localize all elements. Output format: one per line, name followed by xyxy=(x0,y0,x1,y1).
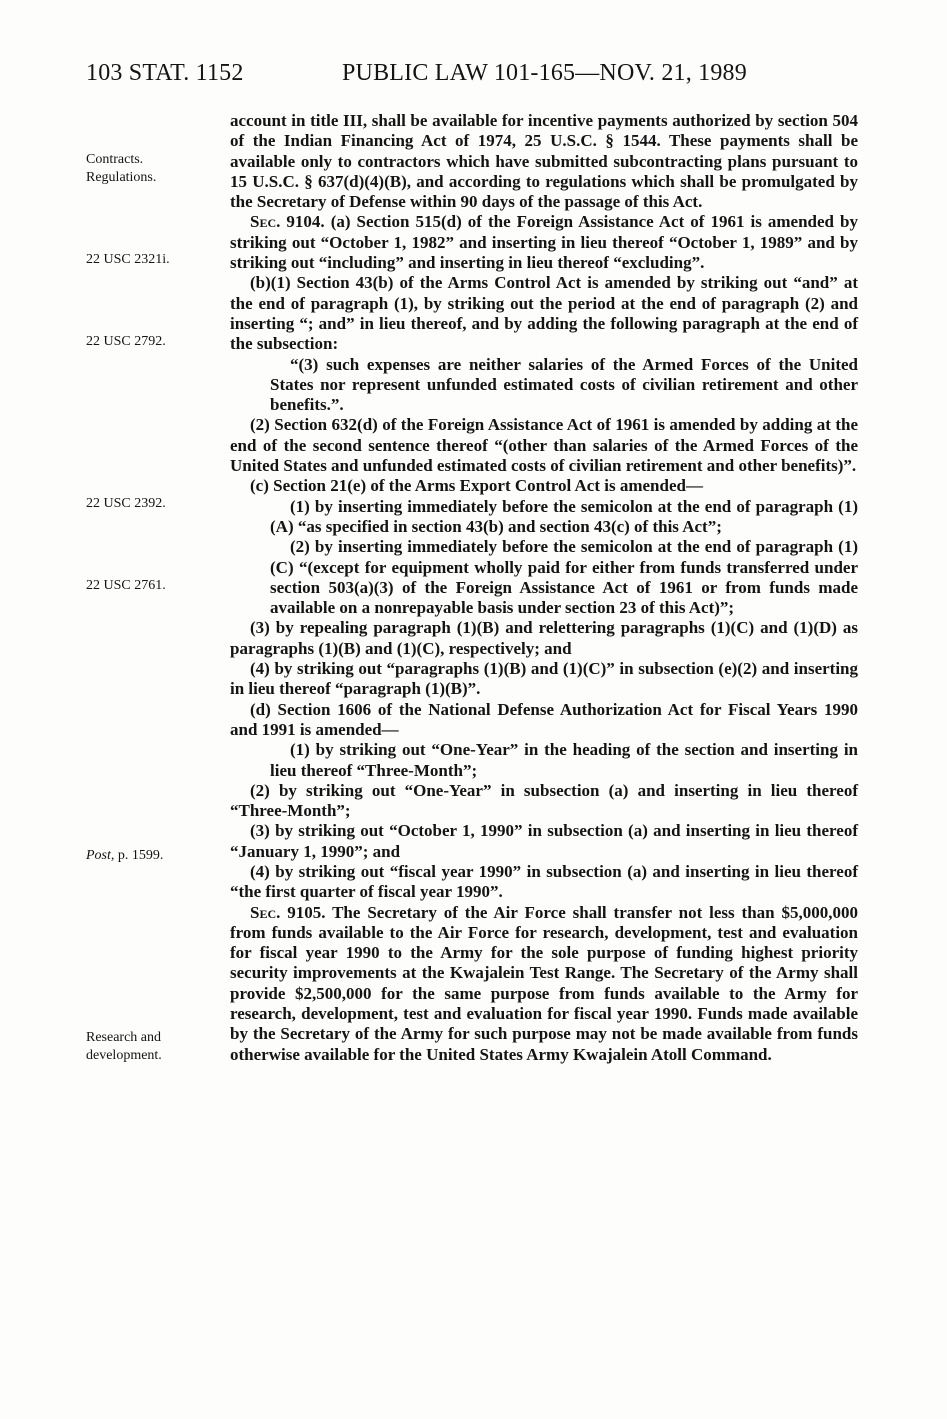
quoted-paragraph-3: “(3) such expenses are neither salaries of the Armed Forces of the United States nor represent unfunded estimated costs of civilian retirement and other benefits.”. xyxy=(270,354,858,415)
section-9104-text: 9104. (a) Section 515(d) of the Foreign Assistance Act of 1961 is amended by striking out “October 1, 1982” and inserting in lieu thereof “October 1, 1989” and by striking out “including” and inserting in lieu thereof “excluding”. xyxy=(230,212,858,273)
section-9104 xyxy=(230,212,858,273)
stat-page-number: 103 STAT. 1152 xyxy=(86,60,244,86)
margin-note-research: Research and xyxy=(86,1030,162,1045)
section-label: Sec. xyxy=(250,902,281,922)
margin-note-contracts: Contracts. xyxy=(86,152,144,167)
subsection-c2: (2) by inserting immediately before the semicolon at the end of paragraph (1)(C) “(except for equipment wholly paid for either from funds transferred under section 503(a)(3) of the Foreign Assistance Act of 1961 or from funds made available on a nonrepayable basis under section 23 of this Act)”; xyxy=(270,537,858,618)
margin-note-22-usc-2761: 22 USC 2761. xyxy=(86,578,166,593)
subsection-c4: (4) by striking out “paragraphs (1)(B) and (1)(C)” in subsection (e)(2) and inserting in lieu thereof “paragraph (1)(B)”. xyxy=(230,659,858,699)
post-italic: Post, xyxy=(86,848,115,863)
subsection-c3: (3) by repealing paragraph (1)(B) and relettering paragraphs (1)(C) and (1)(D) as paragraphs (1)(B) and (1)(C), respectively; and xyxy=(230,618,858,658)
section-9105-text: 9105. The Secretary of the Air Force shall transfer not less than $5,000,000 from funds available to the Air Force for research, development, test and evaluation for fiscal year 1990 to the Army for the sole purpose of funding highest priority security improvements at the Kwajalein Test Range. The Secretary of the Army shall provide $2,500,000 for the same purpose from funds available to the Army for research, development, test and evaluation for fiscal year 1990. Funds made available by the Secretary of the Army for such purpose may not be made available from funds otherwise available for the United States Army Kwajalein Atoll Command. xyxy=(230,902,858,1064)
subsection-b2: (2) Section 632(d) of the Foreign Assistance Act of 1961 is amended by adding at the end of the second sentence thereof “(other than salaries of the Armed Forces of the United States and unfunded estimated costs of civilian retirement and other benefits)”. xyxy=(230,415,858,476)
page-header xyxy=(86,60,876,96)
subsection-c1: (1) by inserting immediately before the semicolon at the end of paragraph (1)(A) “as specified in section 43(b) and section 43(c) of this Act”; xyxy=(270,496,858,536)
subsection-d1: (1) by striking out “One-Year” in the heading of the section and inserting in lieu thereof “Three-Month”; xyxy=(270,740,858,780)
section-9105 xyxy=(230,903,858,1065)
subsection-d4: (4) by striking out “fiscal year 1990” in subsection (a) and inserting in lieu thereof “the first quarter of fiscal year 1990”. xyxy=(230,861,858,902)
margin-note-22-usc-2321i: 22 USC 2321i. xyxy=(86,252,170,267)
subsection-d: (d) Section 1606 of the National Defense Authorization Act for Fiscal Years 1990 and 1991 is amended— xyxy=(230,699,858,739)
margin-note-post xyxy=(86,847,226,865)
subsection-b1: (b)(1) Section 43(b) of the Arms Control Act is amended by striking out “and” at the end of paragraph (1), by striking out the period at the end of paragraph (2) and inserting “; and” in lieu thereof, and by adding the following paragraph at the end of the subsection: xyxy=(230,273,858,354)
subsection-c: (c) Section 21(e) of the Arms Export Control Act is amended— xyxy=(250,476,703,496)
margin-note-regulations: Regulations. xyxy=(86,170,157,185)
paragraph-incentive-payments: account in title III, shall be available for incentive payments authorized by section 504 of the Indian Financing Act of 1974, 25 U.S.C. § 1544. These payments shall be available only to contractors which have submitted subcontracting plans pursuant to 15 U.S.C. § 637(d)(4)(B), and according to regulations which shall be promulgated by the Secretary of Defense within 90 days of the passage of this Act. xyxy=(230,111,858,212)
subsection-d3: (3) by striking out “October 1, 1990” in subsection (a) and inserting in lieu thereof “January 1, 1990”; and xyxy=(230,821,858,861)
post-page: p. 1599. xyxy=(114,848,164,863)
public-law-title: PUBLIC LAW 101-165—NOV. 21, 1989 xyxy=(342,60,747,86)
section-label: Sec. xyxy=(250,212,281,232)
margin-note-22-usc-2392: 22 USC 2392. xyxy=(86,496,166,511)
margin-note-22-usc-2792: 22 USC 2792. xyxy=(86,334,166,349)
subsection-d2: (2) by striking out “One-Year” in subsection (a) and inserting in lieu thereof “Three-Month”; xyxy=(230,780,858,821)
margin-note-development: development. xyxy=(86,1048,162,1063)
statute-body xyxy=(230,111,858,1065)
